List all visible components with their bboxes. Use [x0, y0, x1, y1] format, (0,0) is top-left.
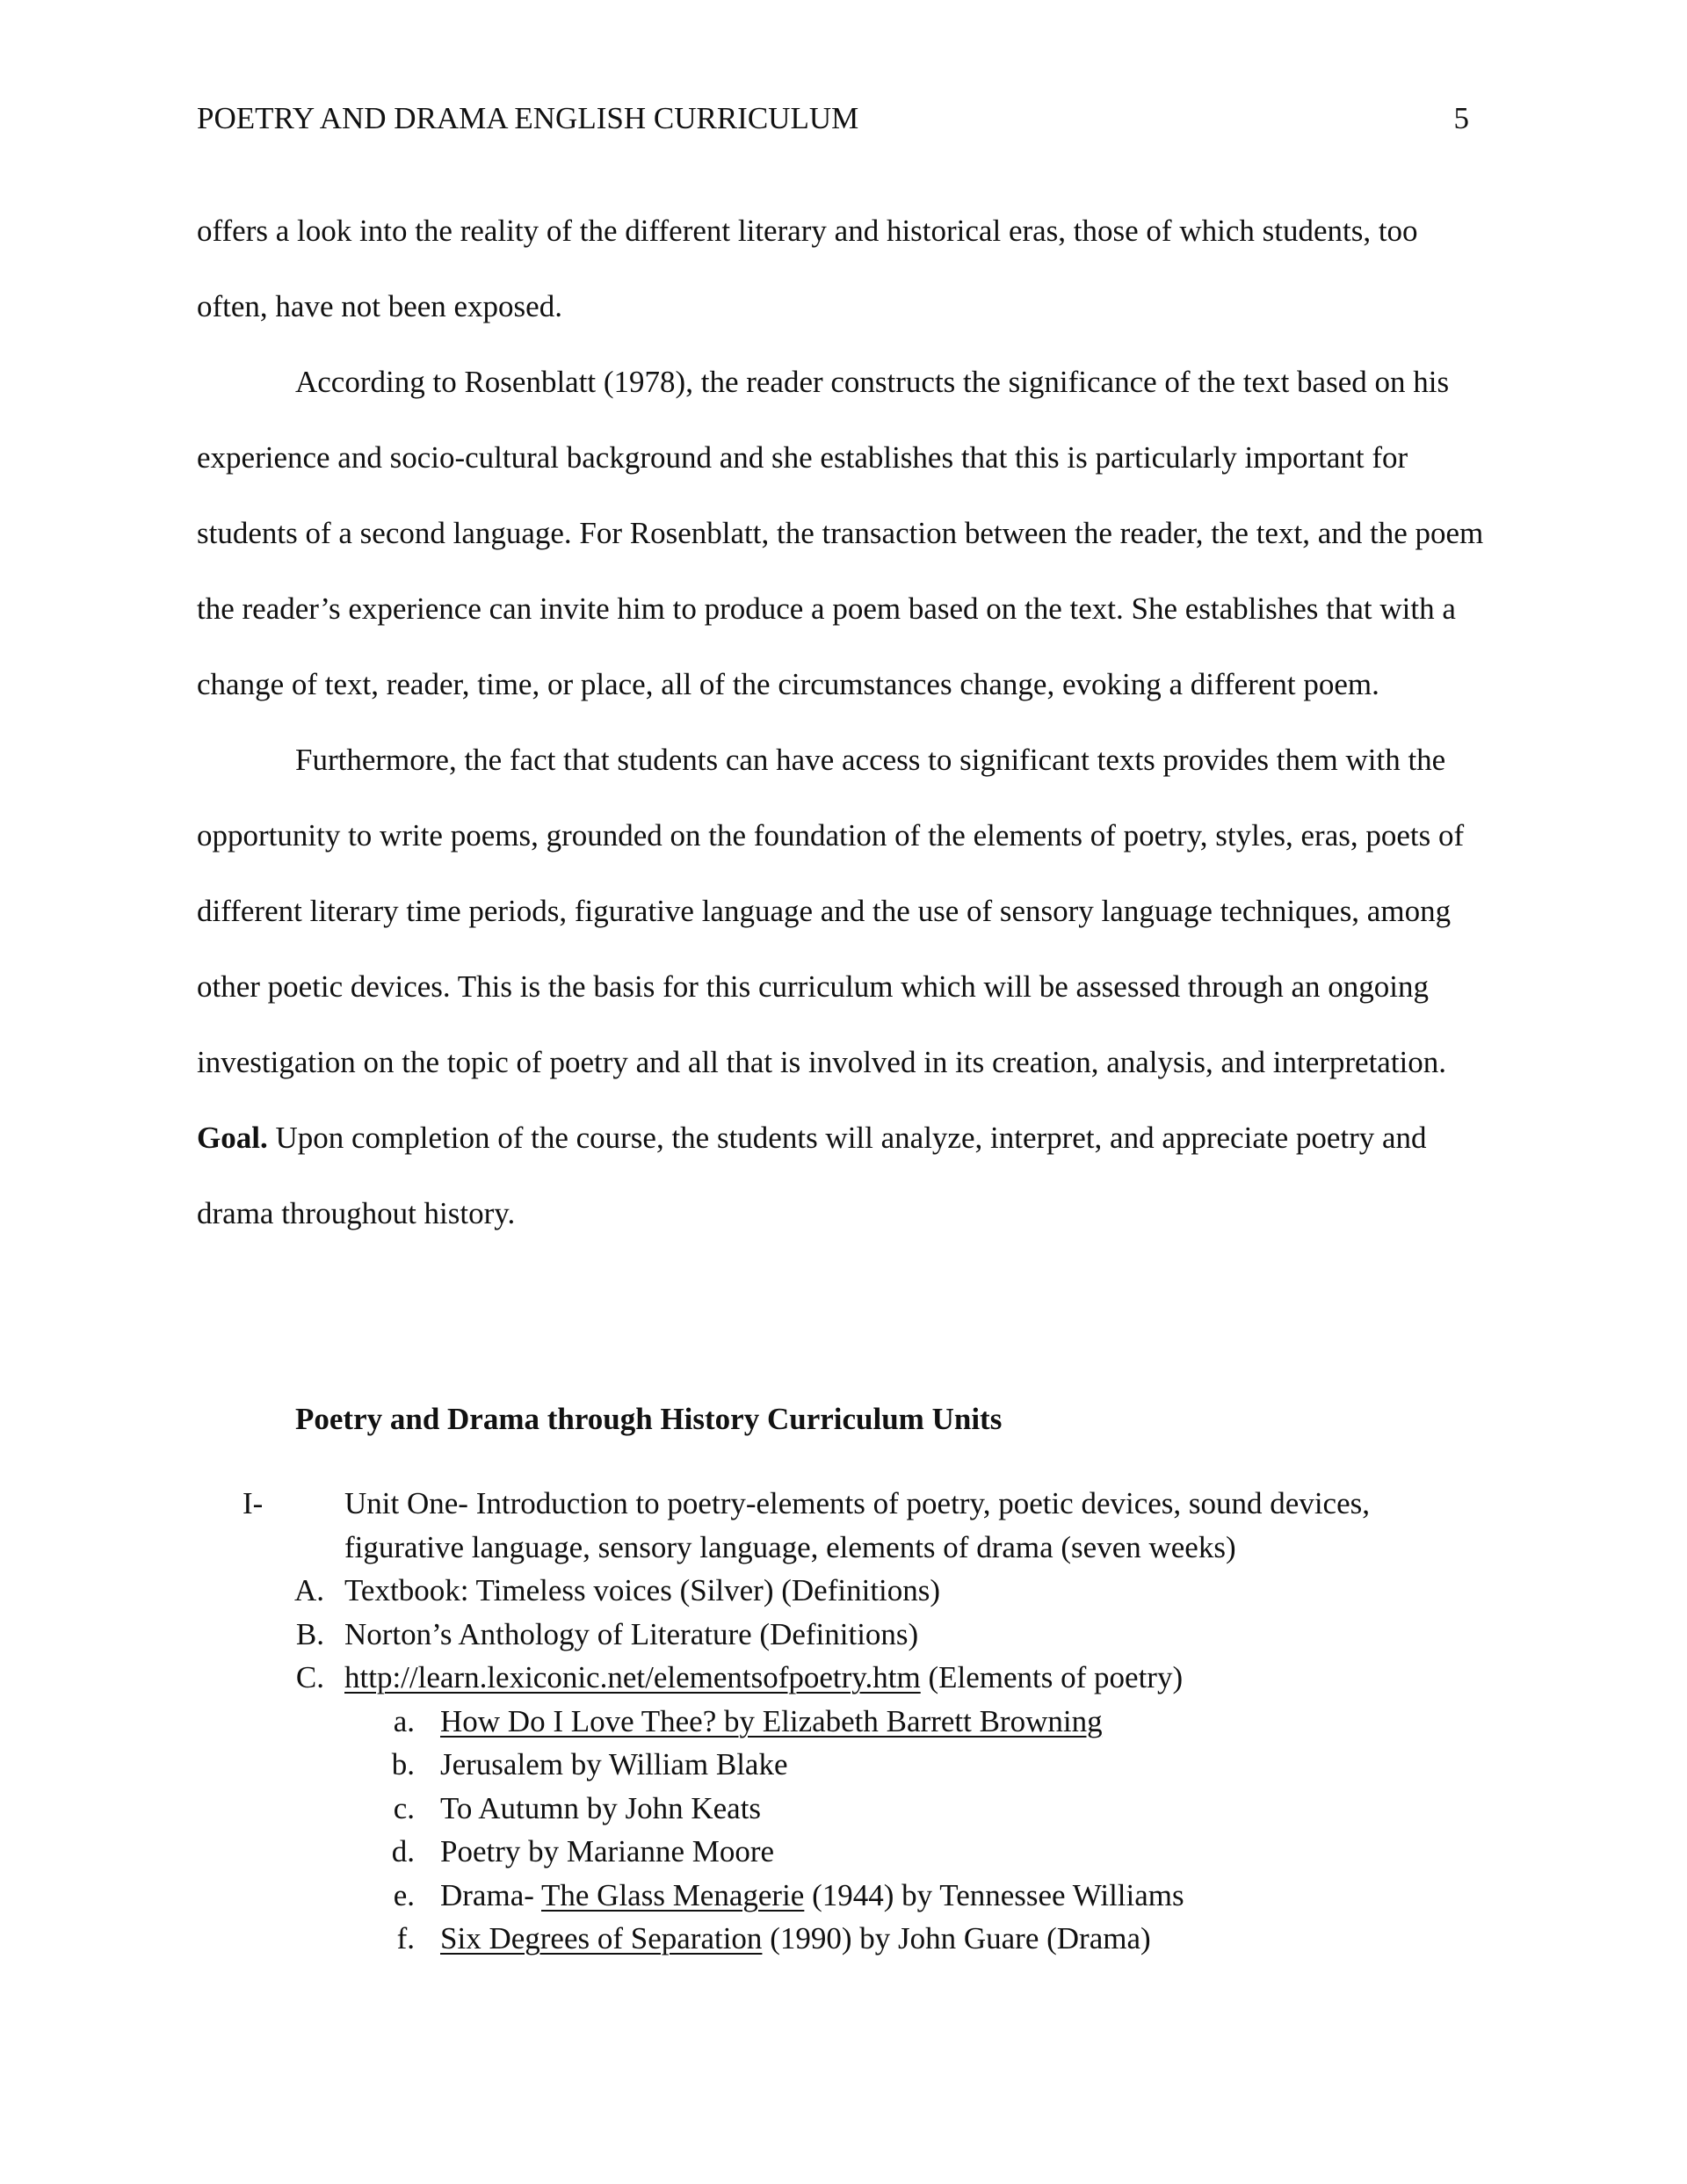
sub-list-item	[197, 1830, 1488, 1874]
glass-menagerie-link[interactable]: The Glass Menagerie	[541, 1877, 805, 1912]
list-item	[197, 1613, 1488, 1657]
header-title: POETRY AND DRAMA ENGLISH CURRICULUM	[197, 101, 859, 135]
unit-one-marker: I-	[243, 1486, 264, 1520]
elements-of-poetry-link[interactable]: http://learn.lexiconic.net/elementsofpoetry.htm	[344, 1660, 921, 1694]
paragraph-continuation: offers a look into the reality of the different literary and historical eras, those of which students, too often, have not been exposed.	[197, 214, 1418, 323]
sub-list-item	[197, 1700, 1488, 1744]
sub-list-item-text: Poetry by Marianne Moore	[440, 1834, 775, 1868]
sub-list-item-suffix: (1990) by John Guare (Drama)	[762, 1921, 1151, 1955]
paragraph-rosenblatt: According to Rosenblatt (1978), the reader constructs the significance of the text based on his experience and socio-cultural background and she establishes that this is particularly important for students of a second language. For Rosenblatt, the transaction between the reader, the text, and the poem the reader’s experience can invite him to produce a poem based on the text. She establishes that with a change of text, reader, time, or place, all of the circumstances change, evoking a different poem.	[197, 365, 1484, 701]
sub-list-item-text	[440, 1874, 1184, 1918]
sub-list-item-text: To Autumn by John Keats	[440, 1790, 762, 1825]
unit-one-title-line2: figurative language, sensory language, elements of drama (seven weeks)	[344, 1529, 1236, 1564]
sub-list-item-prefix: Drama-	[440, 1877, 541, 1912]
unit-one-row	[197, 1482, 1488, 1526]
how-do-i-love-thee-link[interactable]: How Do I Love Thee? by Elizabeth Barrett Browning	[440, 1703, 1103, 1738]
list-item-suffix: (Elements of poetry)	[920, 1660, 1184, 1694]
sub-list-item-text	[440, 1917, 1151, 1961]
list-marker: C.	[295, 1660, 324, 1694]
goal-paragraph	[197, 1100, 1488, 1252]
list-marker: B.	[295, 1616, 324, 1651]
sub-list-item	[197, 1917, 1488, 1961]
curriculum-outline	[197, 1482, 1488, 1961]
sub-list-marker: f.	[396, 1921, 415, 1955]
list-item-text: Norton’s Anthology of Literature (Definitions)	[344, 1616, 919, 1651]
sub-list-marker: a.	[393, 1703, 415, 1738]
sub-list-item	[197, 1787, 1488, 1831]
list-item-text	[344, 1656, 1183, 1700]
sub-list-item	[197, 1743, 1488, 1787]
units-heading: Poetry and Drama through History Curriculum Units	[295, 1402, 1003, 1436]
six-degrees-link[interactable]: Six Degrees of Separation	[440, 1921, 763, 1955]
body-text	[197, 193, 1488, 1252]
list-item	[197, 1656, 1488, 1700]
list-marker: A.	[293, 1573, 324, 1607]
sub-list-marker: e.	[393, 1877, 415, 1912]
unit-one-title-line1: Unit One- Introduction to poetry-elements of poetry, poetic devices, sound devices,	[344, 1486, 1370, 1520]
sub-list-item-suffix: (1944) by Tennessee Williams	[804, 1877, 1184, 1912]
page-number: 5	[1453, 101, 1469, 135]
list-item	[197, 1569, 1488, 1613]
goal-label: Goal.	[197, 1121, 268, 1155]
sub-list-item-text: Jerusalem by William Blake	[440, 1747, 788, 1781]
paragraph-furthermore: Furthermore, the fact that students can have access to significant texts provides them with the opportunity to write poems, grounded on the foundation of the elements of poetry, styles, eras, poets of different literary time periods, figurative language and the use of sensory language techniques, among other poetic devices. This is the basis for this curriculum which will be assessed through an ongoing investigation on the topic of poetry and all that is involved in its creation, analysis, and interpretation.	[197, 743, 1465, 1079]
list-item-text: Textbook: Timeless voices (Silver) (Definitions)	[344, 1573, 941, 1607]
unit-one-row-continued	[197, 1526, 1488, 1570]
sub-list-marker: c.	[393, 1790, 415, 1825]
goal-text: Upon completion of the course, the students will analyze, interpret, and appreciate poetry and drama throughout history.	[197, 1121, 1427, 1230]
sub-list-item	[197, 1874, 1488, 1918]
sub-list-marker: d.	[391, 1834, 415, 1868]
sub-list-marker: b.	[391, 1747, 415, 1781]
